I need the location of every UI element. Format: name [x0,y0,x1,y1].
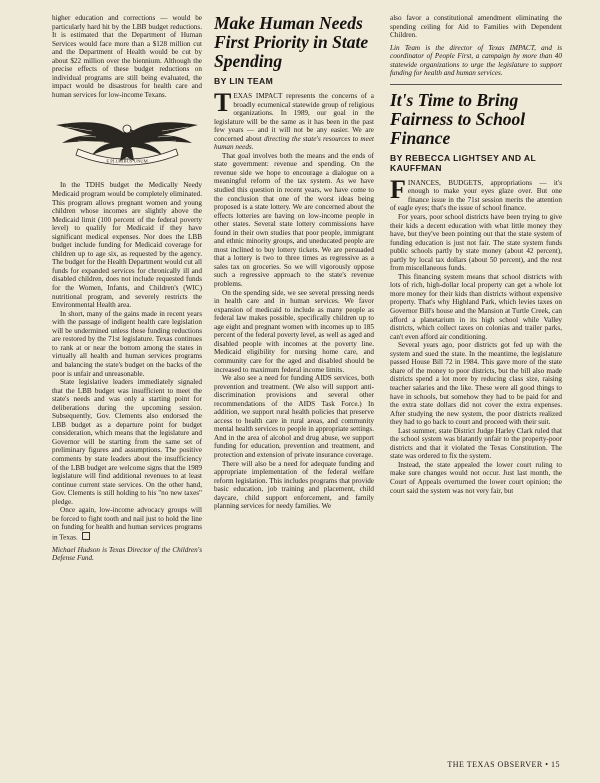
eagle-seal-illustration [52,105,202,173]
paragraph: Instead, the state appealed the lower court ruling to make sure changes would not occur. Just last month, the Court of Appeals overturned the lower court opinion; the court said the system was not very fair, but [390,460,562,495]
lead-paragraph [214,88,374,152]
lead-paragraph [390,174,562,213]
paragraph: On the spending side, we see several pressing needs in health care and in human services. We favor expansion of medicaid to include as many people as federal law makes possible, specifically children up to age eight and pregnant women with incomes up to 185 percent of the federal poverty level, as well as aged and disabled people with incomes at the poverty line. Medicaid eligibility for nursing home care, and community care for the aged and disabled should be increased to maximum federal income limits. [214,288,374,374]
paragraph-text: Once again, low-income advocacy groups will be forced to fight tooth and nail just to hold the line on funding for health and human services programs in Texas. [52,506,202,542]
drop-cap: T [214,88,232,117]
paragraph: also favor a constitutional amendment eliminating the spending ceiling for Aid to Families with Dependent Children. [390,14,562,40]
article-headline: Make Human Needs First Priority in State Spending [214,14,369,71]
paragraph: There will also be a need for adequate funding and appropriate implementation of the federal welfare reform legislation. This includes programs that provide basic education, job training and placement, child daycare, child support enforcement, and family planning services for needy families. We [214,459,374,511]
paragraph: State legislative leaders immediately signaled that the LBB budget was insufficient to meet the state's needs and was only a starting point for deliberations during the upcoming session. Subsequently, Gov. Clements also endorsed the LBB budget as a departure point for budget consideration, which means that the legislature and Governor will be starting from the same set of preliminary figures and assumptions. The positive comments by state leaders about the insufficiency of the LBB budget are welcome signs that the 1989 legislature will find additional revenues to at least continue current state services. On the other hand, Gov. Clements is still holding to his "no new taxes" pledge. [52,378,202,506]
paragraph: Several years ago, poor districts got fed up with the system and sued the state. In the meantime, the legislature passed House Bill 72 in 1984. This gave more of the state share of the money to poor districts, but the bill also made districts spend a lot more by reducing class size, raising teacher salaries and the like. These were all good things to have in schools, but somehow they had to be paid for and the extra state dollars did not cover the extra expenses. After studying the new system, the poor districts realized they had to go back to court and proceed with their suit. [390,341,562,427]
paragraph [52,506,202,542]
paragraph: In short, many of the gains made in recent years with the passage of indigent health care legislation will be undermined unless these funding reductions are restored by the 71st legislature. Texas continues to rank at or near the bottom among the states in virtually all health and human services programs and balancing the state's budget on the backs of the poor is unfair and unreasonable. [52,309,202,378]
column-right [390,14,562,749]
section-divider [390,84,562,85]
paragraph: This financing system means that school districts with lots of rich, high-dollar local property can get a whole lot more money for their kids than districts without expensive property. That's why Highland Park, which levies taxes on Governor Bill's house and the Mansion at Turtle Creek, can afford a planetarium in its high school while Valley districts, which collect taxes on colonias and trailer parks, can't even afford air conditioning. [390,272,562,341]
seal-motto: E PLURIBUS UNUM [106,158,148,164]
column-middle [214,14,374,749]
end-mark-icon [82,532,90,540]
paragraph-text: INANCES, BUDGETS, appropriations — it's enough to make your eyes glaze over. But one finance issue in the 71st session merits the attention of eagle eyes; that's the issue of school finance. [390,178,562,213]
paragraph-text: EXAS IMPACT represents the concerns of a broadly ecumenical statewide group of religious organizations. In 1989, our goal in the legislature will be the same as it has been in the past few years — and it will not be any easier. We are concerned about [214,92,374,143]
page-footer: THE TEXAS OBSERVER • 15 [447,760,560,769]
paragraph: Last summer, state District Judge Harley Clark ruled that the school system was blatantly unfair to the property-poor districts and that it violated the Texas Constitution. The state was ordered to fix the system. [390,426,562,461]
drop-cap: F [390,174,406,204]
paragraph: For years, poor school districts have been trying to give their kids a decent education with what little money they have, but they've been pointing out that the state system of funding education is just not fair. The state system funds public schools partly by state money (about 42 percent), partly by local tax dollars (about 50 percent), and the rest from miscellaneous funds. [390,213,562,273]
article-headline: It's Time to Bring Fairness to School Finance [390,89,526,148]
paragraph: In the TDHS budget the Medically Needy Medicaid program would be completely eliminated. This program allows pregnant women and young children whose incomes are slightly above the Medicaid limit (100 percent of the federal poverty level) to qualify for Medicaid if they have significant medical expenses. Nor does the LBB budget include funding for Medicaid coverage for children up to age six, as requested by the agency. The budget for the Health Department would cut all funds for expanded services for chronically ill and disabled children, does not include requested funds for the Women, Infants, and Children's (WIC) nutritional program, and severely restricts the Environmental Health area. [52,181,202,310]
article-byline: BY LIN TEAM [214,76,274,86]
paragraph: That goal involves both the means and the ends of state government: revenue and spending. On the revenue side we hope to encourage a dialogue on a meaningful reform of the tax system. As we have studied this question in recent years, we have come to the conclusion that one of the worst ideas being proposed is a state lottery. We are concerned about the effects lotteries are having on low-income people in other states. Several state lottery commissions have found in their own studies that poor people, immigrant and ethnic minority groups, and uneducated people are most inclined to buy lottery tickets. We are persuaded that a lottery is two to three times as regressive as a sales tax on groceries. So we will vigorously oppose such a regressive approach to the state's revenue problems. [214,151,374,289]
column-left [52,14,202,749]
paragraph: higher education and corrections — would be particularly hard hit by the LBB budget reductions. It is estimated that the Department of Human Services would face more than a $128 million cut and the Department of Health would be cut by about $22 million over the biennium. Although the precise effects of these budget reductions on individual programs are still being evaluated, the impact would be disastrous for health care and human services for low-income Texans. [52,14,202,99]
emphasis-text: directing the state's resources to meet human needs. [214,134,374,152]
author-bio: Michael Hudson is Texas Director of the Children's Defense Fund. [52,545,202,563]
author-bio: Lin Team is the director of Texas IMPACT, and is coordinator of People First, a campaign by more than 40 statewide organizations to urge the legislature to support funding for health and human services. [390,43,562,78]
article-byline: BY REBECCA LIGHTSEY AND AL KAUFFMAN [390,152,537,173]
paragraph: We also see a need for funding AIDS services, both prevention and treatment. (We also will support anti-discrimination provisions and several other recommendations of the AIDS Task Force.) In addition, we support rural health policies that preserve access to health care in rural areas, and community mental health services to people in appropriate settings. And in the area of alcohol and drug abuse, we support funding for education, prevention and treatment, and protection and extension of private insurance coverage. [214,374,374,459]
